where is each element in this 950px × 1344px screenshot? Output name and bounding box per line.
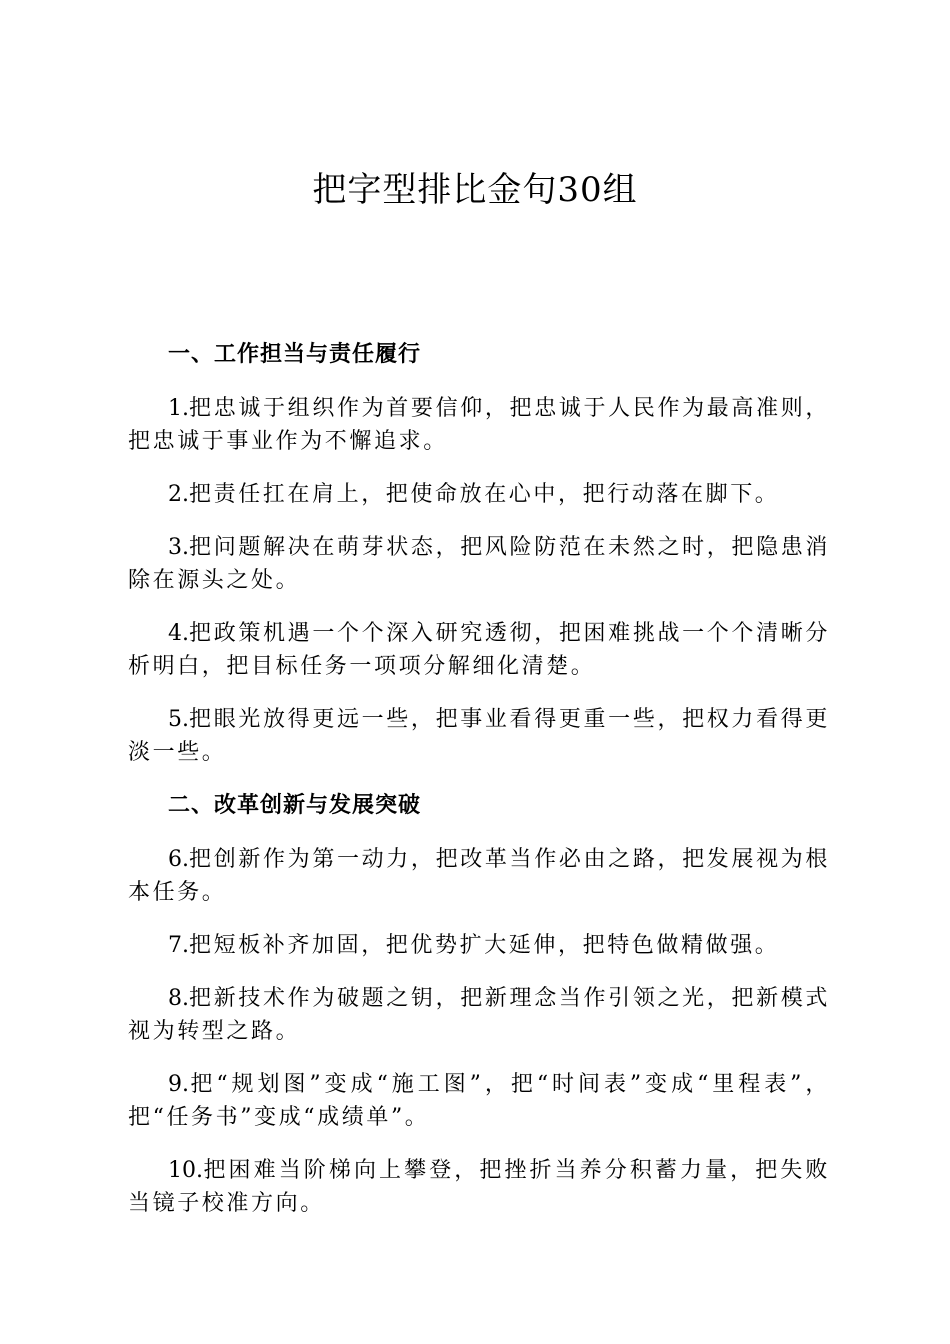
item-text: 把忠诚于组织作为首要信仰，把忠诚于人民作为最高准则，把忠诚于事业作为不懈追求。 xyxy=(128,396,830,454)
item-text: 把短板补齐加固，把优势扩大延伸，把特色做精做强。 xyxy=(189,933,780,958)
list-item xyxy=(128,929,830,962)
item-text: 把“规划图”变成“施工图”，把“时间表”变成“里程表”，把“任务书”变成“成绩单”。 xyxy=(128,1072,830,1130)
list-item xyxy=(128,982,830,1048)
item-text: 把困难当阶梯向上攀登，把挫折当养分积蓄力量，把失败当镜子校准方向。 xyxy=(128,1158,830,1216)
list-item xyxy=(128,478,830,511)
item-number: 1. xyxy=(168,396,189,421)
item-text: 把眼光放得更远一些，把事业看得更重一些，把权力看得更淡一些。 xyxy=(128,707,830,765)
item-text: 把政策机遇一个个深入研究透彻，把困难挑战一个个清晰分析明白，把目标任务一项项分解细化清楚。 xyxy=(128,621,830,679)
list-item xyxy=(128,531,830,597)
item-number: 5. xyxy=(168,707,189,732)
item-number: 8. xyxy=(168,986,189,1011)
item-number: 7. xyxy=(168,933,189,958)
item-number: 9. xyxy=(168,1072,189,1097)
list-item xyxy=(128,1154,830,1220)
item-text: 把责任扛在肩上，把使命放在心中，把行动落在脚下。 xyxy=(189,482,780,507)
item-number: 10. xyxy=(168,1158,203,1183)
list-item xyxy=(128,1068,830,1134)
page-title: 把字型排比金句30组 xyxy=(312,170,638,210)
list-item xyxy=(128,703,830,769)
item-number: 2. xyxy=(168,482,189,507)
item-text: 把问题解决在萌芽状态，把风险防范在未然之时，把隐患消除在源头之处。 xyxy=(128,535,830,593)
item-number: 4. xyxy=(168,621,189,646)
item-text: 把新技术作为破题之钥，把新理念当作引领之光，把新模式视为转型之路。 xyxy=(128,986,830,1044)
item-text: 把创新作为第一动力，把改革当作必由之路，把发展视为根本任务。 xyxy=(128,847,830,905)
item-number: 3. xyxy=(168,535,189,560)
list-item xyxy=(128,843,830,909)
list-item xyxy=(128,617,830,683)
list-item xyxy=(128,392,830,458)
section-heading: 二、改革创新与发展突破 xyxy=(168,793,422,818)
document-body xyxy=(128,338,830,1240)
item-number: 6. xyxy=(168,847,189,872)
section-heading: 一、工作担当与责任履行 xyxy=(168,342,422,367)
